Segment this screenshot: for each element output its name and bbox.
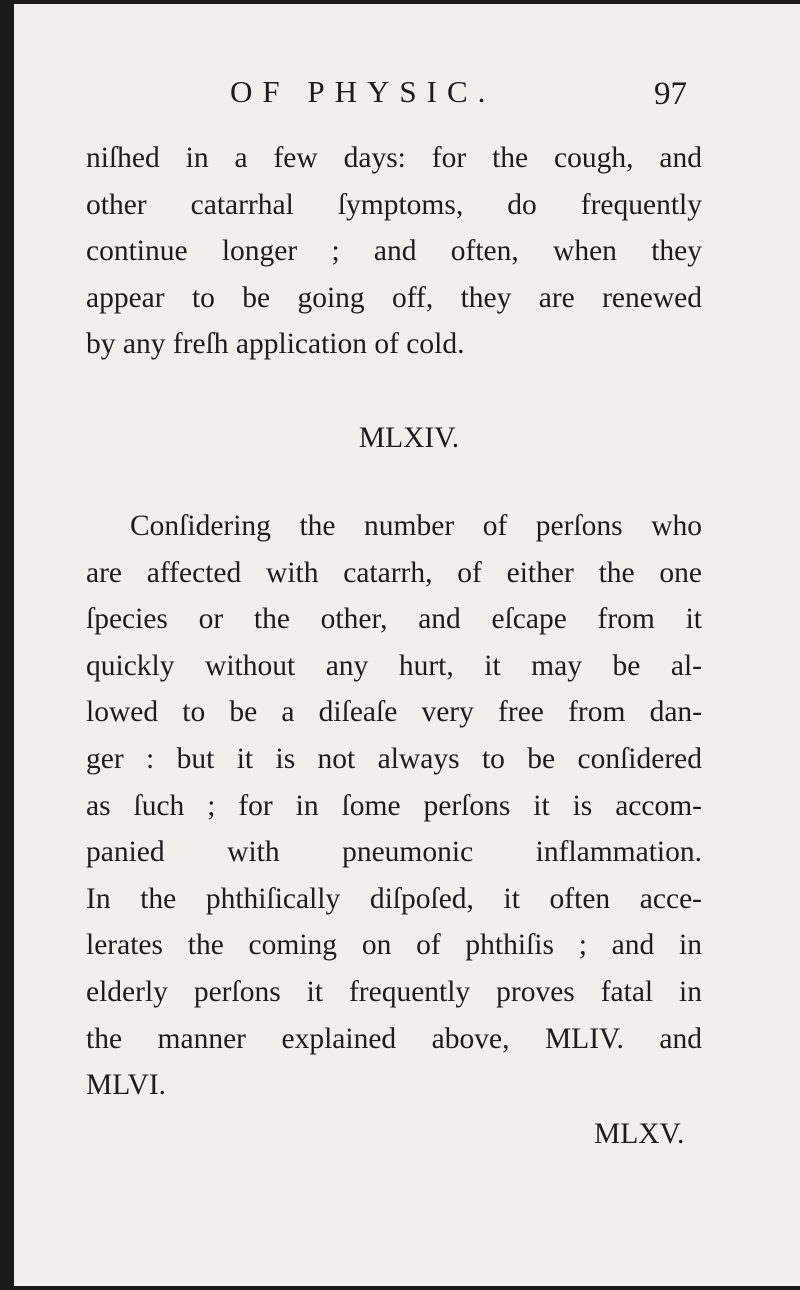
- text-line: lerates the coming on of phthiſis ; and in: [86, 929, 702, 962]
- text-line: lowed to be a diſeaſe very free from dan-: [86, 696, 702, 729]
- catchword: MLXV.: [594, 1118, 685, 1150]
- text-line: as ſuch ; for in ſome perſons it is accom-: [86, 789, 702, 822]
- text-line: elderly perſons it frequently proves fatal in: [86, 975, 702, 1008]
- text-line: quickly without any hurt, it may be al-: [86, 649, 702, 682]
- text-line: MLVI.: [86, 1069, 167, 1102]
- text-line: the manner explained above, MLIV. and: [86, 1022, 702, 1055]
- paragraph-continued: [86, 135, 702, 368]
- text-line: appear to be going off, they are renewed: [86, 281, 702, 314]
- text-line: other catarrhal ſymptoms, do frequently: [86, 188, 702, 221]
- text-line: are affected with catarrh, of either the one: [86, 556, 702, 589]
- text-line: ſpecies or the other, and eſcape from it: [86, 603, 702, 636]
- text-line: In the phthiſically diſpoſed, it often acce-: [86, 882, 702, 915]
- page-number: 97: [654, 76, 687, 112]
- text-line: ger : but it is not always to be conſidered: [86, 742, 702, 775]
- text-line: panied with pneumonic inflammation.: [86, 836, 702, 869]
- text-line: niſhed in a few days: for the cough, and: [86, 142, 702, 174]
- text-line: Conſidering the number of perſons who: [130, 510, 702, 542]
- book-page: [14, 4, 800, 1286]
- paragraph-section-body: [86, 503, 702, 1109]
- text-line: continue longer ; and often, when they: [86, 235, 702, 268]
- running-title: OF PHYSIC.: [230, 74, 496, 109]
- text-line: by any freſh application of cold.: [86, 328, 465, 361]
- page-header: [14, 74, 800, 124]
- section-heading: MLXIV.: [358, 422, 460, 454]
